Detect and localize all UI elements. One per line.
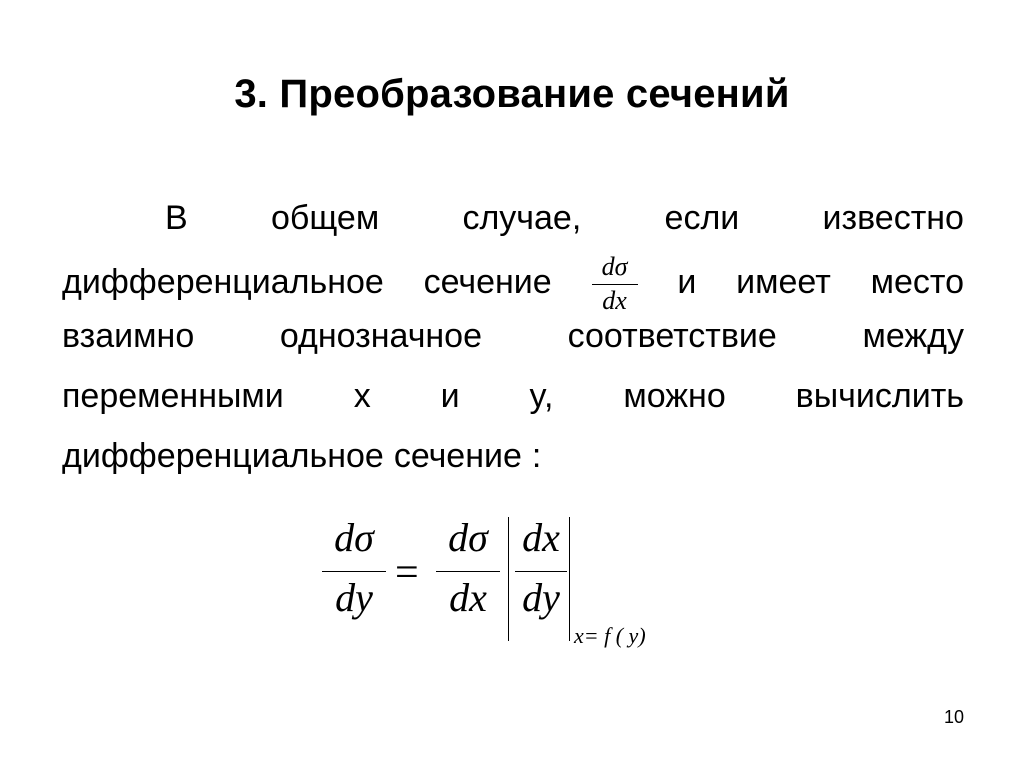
fraction-bar	[515, 571, 567, 572]
word: и	[677, 263, 697, 301]
rhs-fraction-2	[515, 515, 567, 621]
evaluation-subscript: x= f ( y)	[574, 623, 646, 648]
absolute-value-bar-right	[569, 517, 570, 641]
inline-fraction	[592, 253, 638, 315]
fraction-bar	[592, 284, 638, 285]
rhs-fraction-1	[436, 515, 500, 621]
body-paragraph	[62, 196, 964, 486]
paragraph-line-2	[62, 252, 964, 315]
word: :	[531, 437, 542, 475]
word: В	[165, 199, 188, 237]
word: вычислить	[795, 377, 964, 415]
paragraph-line-3	[62, 314, 964, 358]
rhs2-numerator: dx	[522, 515, 560, 560]
lhs-numerator: dσ	[334, 515, 374, 560]
lhs-fraction	[322, 515, 386, 621]
word: случае,	[462, 199, 582, 237]
word: сечение	[423, 263, 552, 301]
lhs-denominator: dy	[335, 575, 373, 620]
word: соответствие	[567, 317, 777, 355]
paragraph-line-1	[165, 196, 964, 240]
word: x	[353, 377, 371, 415]
absolute-value-bar-left	[508, 517, 509, 641]
rhs1-numerator: dσ	[448, 515, 488, 560]
word: y,	[529, 377, 554, 415]
page-number: 10	[944, 707, 965, 727]
paragraph-line-4	[62, 374, 964, 418]
word: и	[440, 377, 460, 415]
equals-sign: =	[395, 550, 419, 596]
word: сечение	[393, 437, 522, 475]
rhs1-denominator: dx	[449, 575, 487, 620]
word: переменными	[62, 377, 284, 415]
word: если	[664, 199, 740, 237]
word: общем	[270, 199, 380, 237]
cross-section-formula	[322, 515, 682, 655]
inline-fraction-denominator: dx	[602, 286, 627, 315]
word: известно	[822, 199, 964, 237]
word: между	[862, 317, 964, 355]
word: взаимно	[62, 317, 195, 355]
word: имеет	[736, 263, 831, 301]
word: можно	[623, 377, 726, 415]
word: место	[870, 263, 964, 301]
paragraph-line-5	[62, 434, 964, 478]
rhs2-denominator: dy	[522, 575, 560, 620]
inline-fraction-numerator: dσ	[601, 252, 628, 281]
word: однозначное	[279, 317, 482, 355]
fraction-bar	[322, 571, 386, 572]
word: дифференциальное	[62, 437, 384, 475]
slide-title: 3. Преобразование сечений	[234, 72, 790, 116]
fraction-bar	[436, 571, 500, 572]
word: дифференциальное	[62, 263, 384, 301]
